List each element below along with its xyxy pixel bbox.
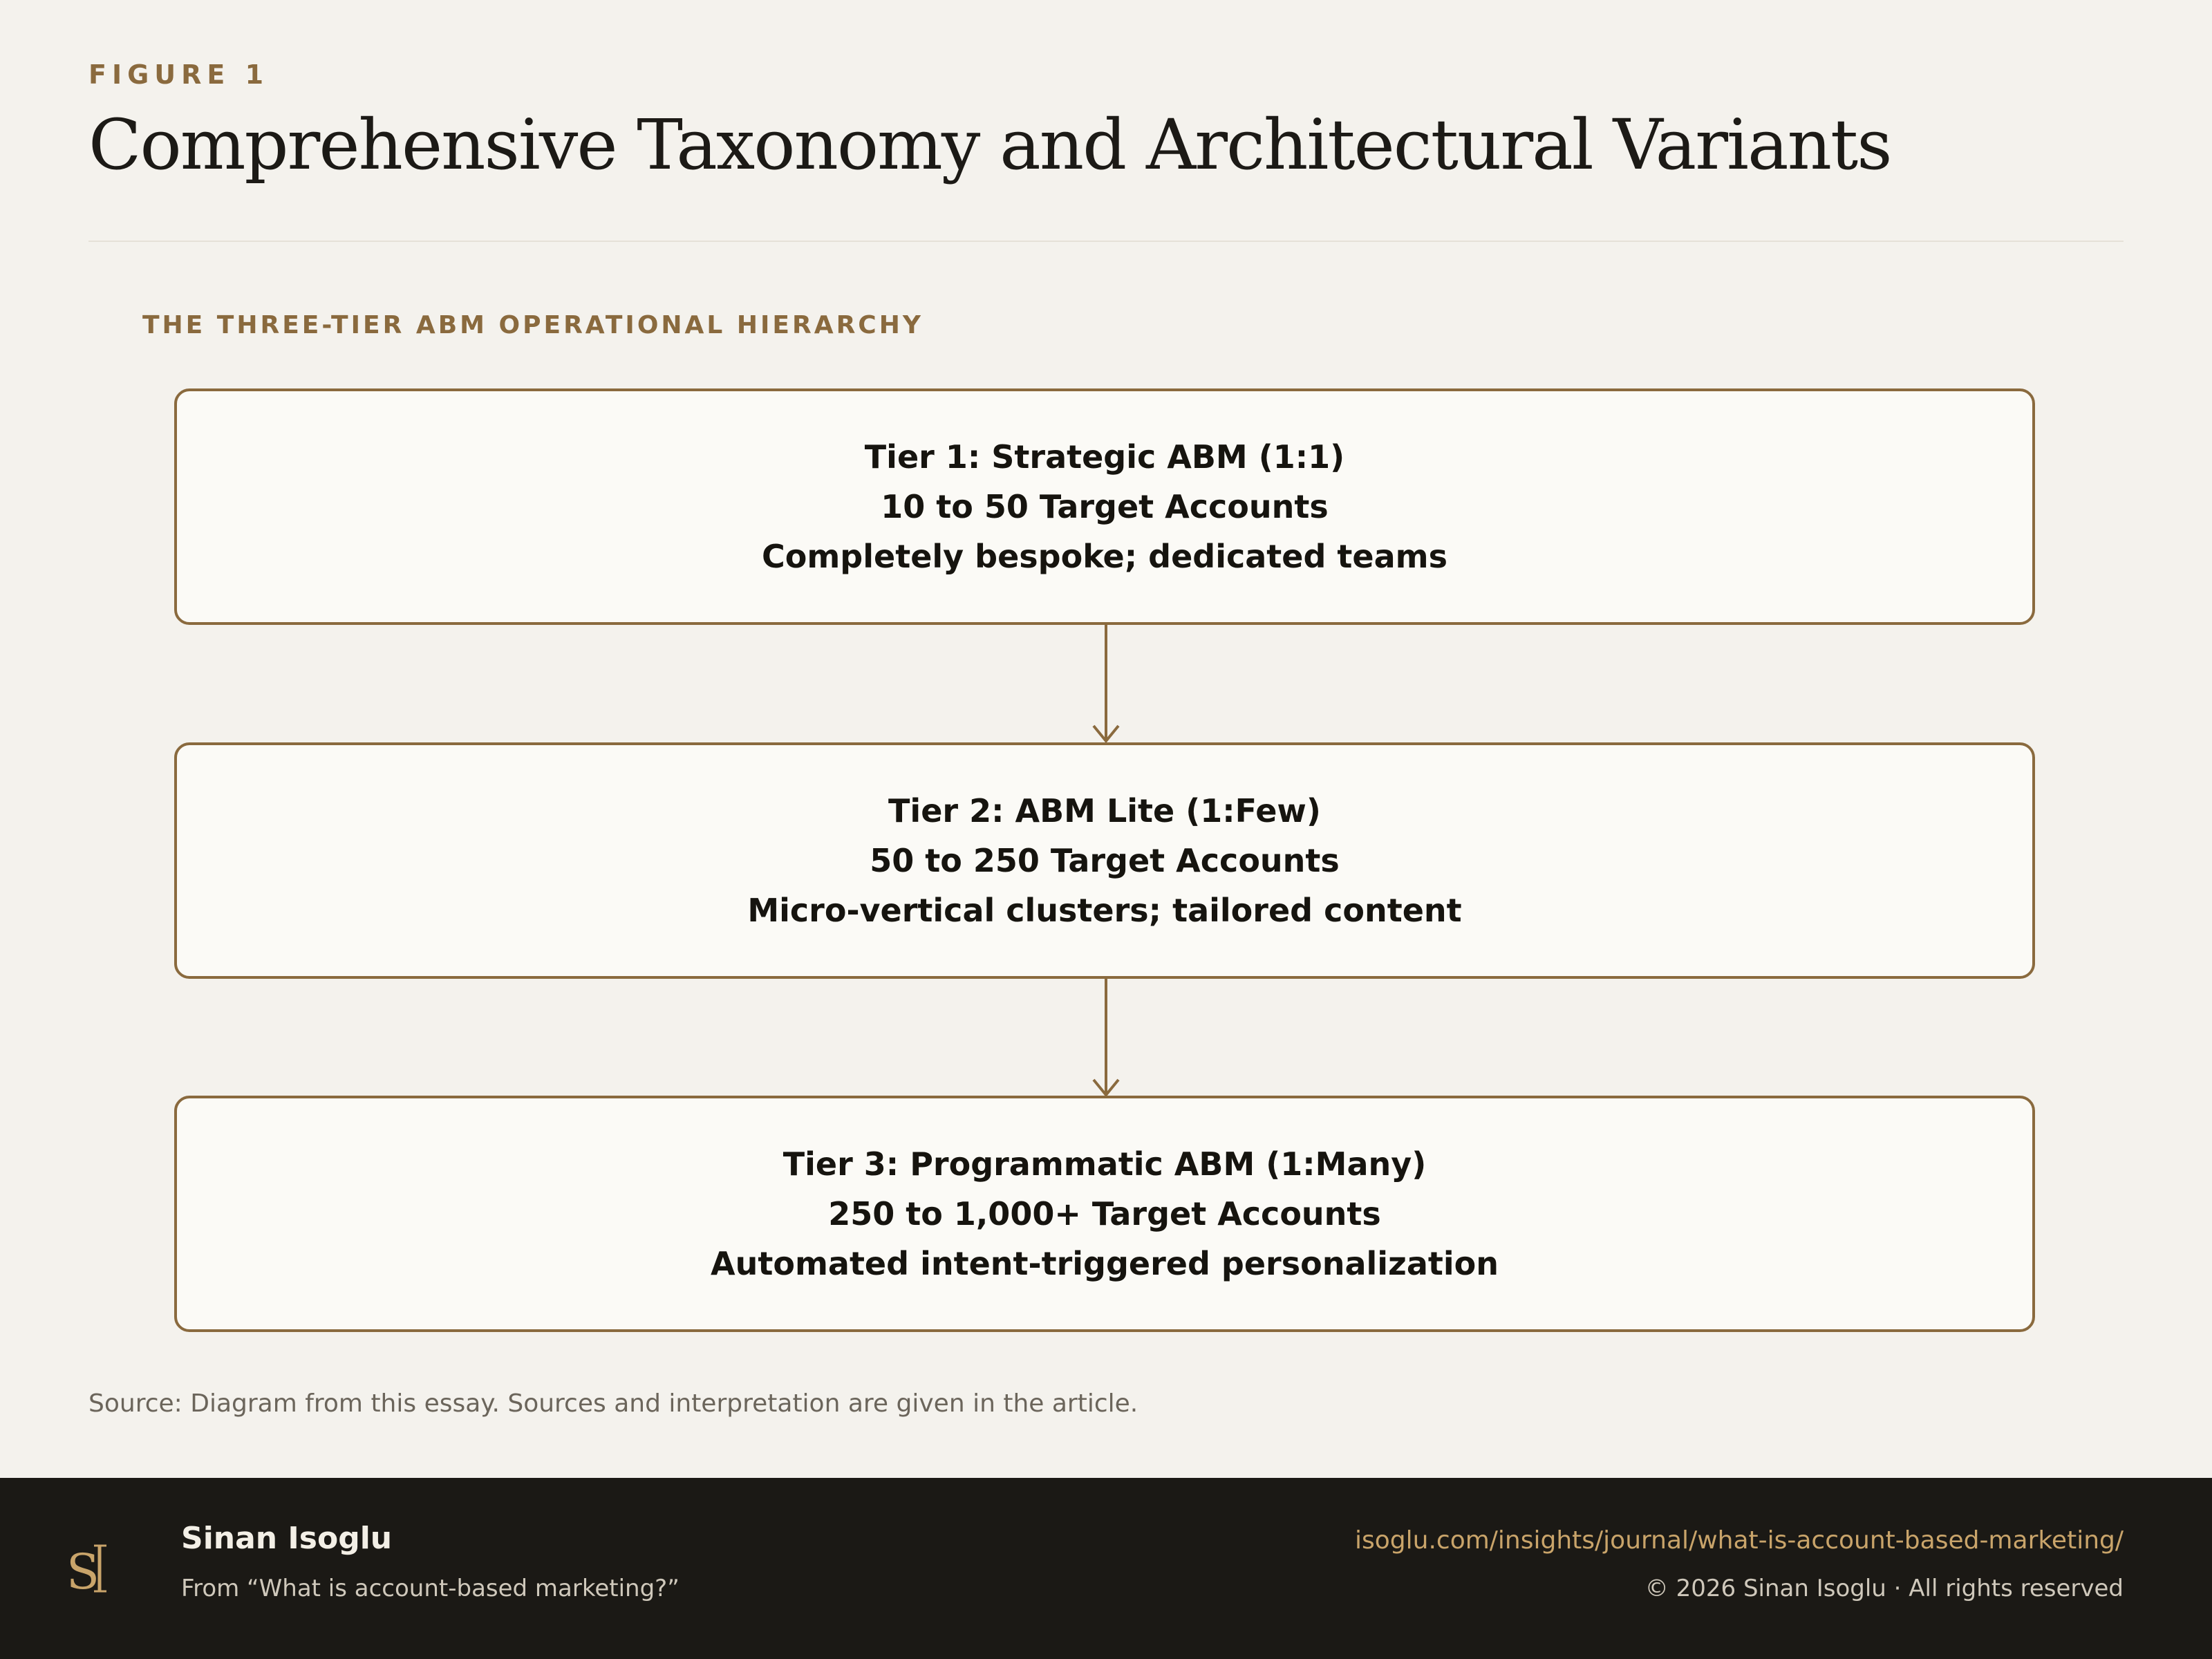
arrow-tier-2-to-3 (1078, 979, 1134, 1098)
title-divider (88, 241, 2124, 242)
tier-3-accounts: 250 to 1,000+ Target Accounts (828, 1195, 1381, 1232)
diagram-section-label: THE THREE-TIER ABM OPERATIONAL HIERARCHY (142, 311, 924, 339)
article-link[interactable]: isoglu.com/insights/journal/what-is-account-based-marketing/ (1355, 1526, 2124, 1555)
arrow-tier-1-to-2 (1078, 625, 1134, 744)
tier-3-description: Automated intent-triggered personalization (711, 1245, 1499, 1282)
tier-1-box (174, 388, 2035, 625)
source-note: Source: Diagram from this essay. Sources and interpretation are given in the article. (88, 1389, 1138, 1418)
tier-3-name: Tier 3: Programmatic ABM (1:Many) (782, 1145, 1427, 1183)
tier-3-box (174, 1096, 2035, 1332)
tier-2-description: Micro-vertical clusters; tailored content (747, 892, 1462, 929)
footer (0, 1478, 2212, 1659)
page-title: Comprehensive Taxonomy and Architectural Variants (88, 104, 1891, 185)
tier-2-box (174, 742, 2035, 979)
si-monogram-icon (64, 1540, 119, 1598)
svg-text:S: S (66, 1544, 100, 1598)
tier-1-name: Tier 1: Strategic ABM (1:1) (864, 438, 1345, 476)
tier-2-name: Tier 2: ABM Lite (1:Few) (888, 792, 1321, 830)
author-name: Sinan Isoglu (181, 1521, 393, 1556)
copyright-notice: © 2026 Sinan Isoglu · All rights reserved (1644, 1575, 2124, 1602)
figure-eyebrow: FIGURE 1 (88, 59, 270, 90)
article-reference: From “What is account-based marketing?” (181, 1575, 679, 1602)
tier-1-description: Completely bespoke; dedicated teams (762, 538, 1447, 575)
tier-2-accounts: 50 to 250 Target Accounts (870, 842, 1340, 879)
tier-1-accounts: 10 to 50 Target Accounts (881, 488, 1329, 525)
